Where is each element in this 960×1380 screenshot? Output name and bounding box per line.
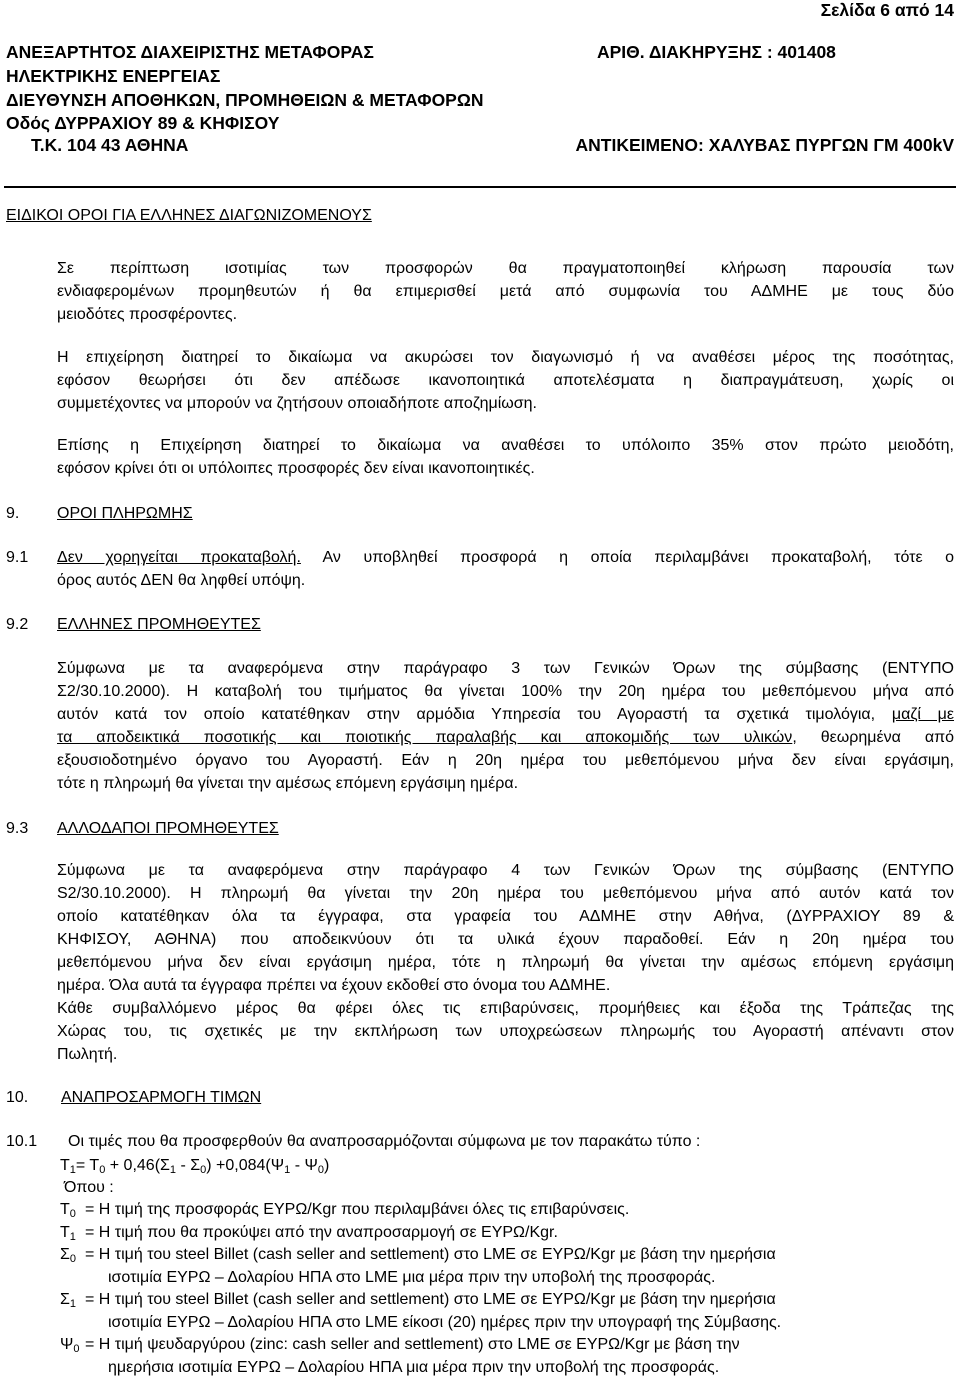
- special-terms-title: ΕΙΔΙΚΟΙ ΟΡΟΙ ΓΙΑ ΕΛΛΗΝΕΣ ΔΙΑΓΩΝΙΖΟΜΕΝΟΥΣ: [6, 207, 372, 224]
- notice-number: ΑΡΙΘ. ΔΙΑΚΗΡΥΞΗΣ : 401408: [597, 42, 836, 62]
- section-9-3-title: ΑΛΛΟΔΑΠΟΙ ΠΡΟΜΗΘΕΥΤΕΣ: [57, 820, 279, 837]
- section-9-2-line-1: Σύμφωνα με τα αναφερόμενα στην παράγραφο 3 των Γενικών Όρων της σύμβασης (ΕΝΤΥΠΟ: [57, 660, 954, 677]
- no-advance-phrase: Δεν χορηγείται προκαταβολή.: [57, 549, 301, 566]
- section-9-3-line: οποίο κατατέθηκαν όλα τα έγγραφα, στα γραφεία του ΑΔΜΗΕ στην Αθήνα, (ΔΥΡΡΑΧΙΟΥ 89 &: [57, 908, 954, 925]
- section-9-1-line-2: όρος αυτός ΔΕΝ θα ληφθεί υπόψη.: [57, 572, 306, 589]
- adjustment-formula: $T_1= T_0 + 0,46(\Sigma_1 - \Sigma_0) +0,084(\Psi_1 - \Psi_0)$: [60, 1157, 330, 1176]
- def-p0-cont: ημερήσια ισοτιμία ΕΥΡΩ – Δολαρίου ΗΠΑ μια μέρα πριν την υποβολή της προσφοράς.: [108, 1359, 720, 1376]
- special-p3-line-1: Επίσης η Επιχείρηση διατηρεί το δικαίωμα να αναθέσει το υπόλοιπο 35% στον πρώτο μειοδότη,: [57, 437, 954, 454]
- section-10-1-intro: Οι τιμές που θα προσφερθούν θα αναπροσαρμόζονται σύμφωνα με τον παρακάτω τύπο :: [68, 1133, 701, 1150]
- page-number: Σελίδα 6 από 14: [820, 0, 954, 20]
- section-9-2-line-4-text: , θεωρημένα από: [792, 729, 955, 746]
- special-p3-line-2: εφόσον κρίνει ότι οι υπόλοιπες προσφορές δεν είναι ικανοποιητικές.: [57, 460, 535, 477]
- special-p2-line-1: Η επιχείρηση διατηρεί το δικαίωμα να ακυρώσει τον διαγωνισμό ή να αναθέσει μέρος της ποσότητας,: [57, 349, 954, 366]
- section-9-2-line-3-text: αυτόν κατά τον οποίο κατατέθηκαν στην αρμόδια Υπηρεσία του Αγοραστή τα σχετικά τιμολόγια,: [57, 706, 876, 723]
- section-9-2-title: ΕΛΛΗΝΕΣ ΠΡΟΜΗΘΕΥΤΕΣ: [57, 616, 261, 633]
- special-p2-line-3: συμμετέχοντες να μπορούν να ζητήσουν οποιαδήποτε αποζημίωση.: [57, 395, 537, 412]
- section-9-2-line-6: τότε η πληρωμή θα γίνεται την αμέσως επόμενη εργάσιμη ημέρα.: [57, 775, 519, 792]
- org-line-3: ΔΙΕΥΘΥΝΣΗ ΑΠΟΘΗΚΩΝ, ΠΡΟΜΗΘΕΙΩΝ & ΜΕΤΑΦΟΡΩΝ: [6, 90, 484, 110]
- special-p2-line-2: εφόσον θεωρήσει ότι δεν απέδωσε ικανοποιητικά αποτελέσματα η διαπραγμάτευση, χωρίς οι: [57, 372, 954, 389]
- def-s1: $\Sigma_1$: [60, 1291, 77, 1310]
- def-s1-cont: ισοτιμία ΕΥΡΩ – Δολαρίου ΗΠΑ στο LME είκοσι (20) ημέρες πριν την υπογραφή της Σύμβασης.: [108, 1314, 782, 1331]
- subject-line: ΑΝΤΙΚΕΙΜΕΝΟ: ΧΑΛΥΒΑΣ ΠΥΡΓΩΝ ΓΜ 400kV: [575, 135, 954, 155]
- section-9-number: 9.: [6, 505, 20, 522]
- section-9-3-line: Πωλητή.: [57, 1046, 118, 1063]
- def-s0: $\Sigma_0$: [60, 1246, 77, 1265]
- section-9-3-line: ημέρα. Όλα αυτά τα έγγραφα πρέπει να έχουν εκδοθεί στο όνομα του ΑΔΜΗΕ.: [57, 977, 611, 994]
- section-9-3-line: Κάθε συμβαλλόμενο μέρος θα φέρει όλες τις επιβαρύνσεις, προμήθειες και έξοδα της Τράπεζας της: [57, 1000, 954, 1017]
- section-9-title: ΟΡΟΙ ΠΛΗΡΩΜΗΣ: [57, 505, 193, 522]
- special-p1-line-1: Σε περίπτωση ισοτιμίας των προσφορών θα πραγματοποιηθεί κλήρωση παρουσία των: [57, 260, 954, 277]
- section-9-1-line-1: [57, 547, 954, 570]
- org-line-1: ΑΝΕΞΑΡΤΗΤΟΣ ΔΙΑΧΕΙΡΙΣΤΗΣ ΜΕΤΑΦΟΡΑΣ: [6, 42, 374, 62]
- org-line-5: Τ.Κ. 104 43 ΑΘΗΝΑ: [31, 135, 189, 155]
- def-s0-text: = Η τιμή του steel Billet (cash seller and settlement) στο LME σε ΕΥΡΩ/Kgr με βάση την ημερήσια: [85, 1246, 776, 1263]
- section-9-3-line: Σύμφωνα με τα αναφερόμενα στην παράγραφο 4 των Γενικών Όρων της σύμβασης (ΕΝΤΥΠΟ: [57, 862, 954, 879]
- def-t0: $T_0$: [60, 1201, 76, 1220]
- section-9-2-line-4-underlined: τα αποδεικτικά ποσοτικής και ποιοτικής παραλαβής και αποκομιδής των υλικών: [57, 729, 793, 746]
- where-label: Όπου :: [64, 1179, 114, 1196]
- section-9-2-line-5: εξουσιοδοτημένο όργανο του Αγοραστή. Εάν η 20η ημέρα του μεθεπόμενου μήνα δεν είναι εργάσιμη,: [57, 752, 954, 769]
- def-t1-text: = Η τιμή που θα προκύψει από την αναπροσαρμογή σε ΕΥΡΩ/Kgr.: [85, 1224, 558, 1241]
- section-10-1-number: 10.1: [6, 1133, 38, 1150]
- special-p1-line-2: ενδιαφερομένων προμηθευτών ή θα επιμερισθεί μετά από συμφωνία του ΑΔΜΗΕ με τους δύο: [57, 283, 954, 300]
- section-9-2-line-2: Σ2/30.10.2000). Η καταβολή του τιμήματος θα γίνεται 100% την 20η ημέρα του μεθεπόμενου μήνα από: [57, 683, 954, 700]
- org-line-4: Οδός ΔΥΡΡΑΧΙΟΥ 89 & ΚΗΦΙΣΟΥ: [6, 113, 280, 133]
- header-rule: [4, 186, 956, 188]
- def-t1: $T_1$: [60, 1224, 76, 1243]
- section-9-2-line-3-underlined: μαζί με: [891, 706, 955, 723]
- section-10-number: 10.: [6, 1089, 29, 1106]
- org-line-2: ΗΛΕΚΤΡΙΚΗΣ ΕΝΕΡΓΕΙΑΣ: [6, 66, 221, 86]
- section-9-3-line: μεθεπόμενου μήνα δεν είναι εργάσιμη ημέρα, τότε η πληρωμή θα γίνεται την αμέσως επόμενη εργάσιμη: [57, 954, 954, 971]
- section-9-1-number: 9.1: [6, 549, 29, 566]
- section-9-2-line-4: [57, 727, 954, 750]
- section-9-3-line: Χώρας του, τις σχετικές με την εκπλήρωση των υποχρεώσεων πληρωμής του Αγοραστή απέναντι στον: [57, 1023, 954, 1040]
- section-9-3-line: S2/30.10.2000). Η πληρωμή θα γίνεται την 20η ημέρα του μεθεπόμενου μήνα από αυτόν κατά τον: [57, 885, 954, 902]
- def-s1-text: = Η τιμή του steel Billet (cash seller and settlement) στο LME σε ΕΥΡΩ/Kgr με βάση την ημερήσια: [85, 1291, 776, 1308]
- section-9-3-number: 9.3: [6, 820, 29, 837]
- def-p0: $\Psi_0$: [60, 1336, 80, 1355]
- def-t0-text: = Η τιμή της προσφοράς ΕΥΡΩ/Kgr που περιλαμβάνει όλες τις επιβαρύνσεις.: [85, 1201, 630, 1218]
- section-9-2-number: 9.2: [6, 616, 29, 633]
- section-9-2-line-3: [57, 704, 954, 727]
- def-p0-text: = Η τιμή ψευδαργύρου (zinc: cash seller and settlement) στο LME σε ΕΥΡΩ/Kgr με βάση την: [85, 1336, 740, 1353]
- section-10-title: ΑΝΑΠΡΟΣΑΡΜΟΓΗ ΤΙΜΩΝ: [61, 1089, 262, 1106]
- section-9-1-line-1-rest: Αν υποβληθεί προσφορά η οποία περιλαμβάνει προκαταβολή, τότε ο: [322, 549, 954, 566]
- section-9-3-line: ΚΗΦΙΣΟΥ, ΑΘΗΝΑ) που αποδεικνύουν ότι τα υλικά έχουν παραδοθεί. Εάν η 20η ημέρα του: [57, 931, 954, 948]
- def-s0-cont: ισοτιμία ΕΥΡΩ – Δολαρίου ΗΠΑ στο LME μια μέρα πριν την υποβολή της προσφοράς.: [108, 1269, 716, 1286]
- special-p1-line-3: μειοδότες προσφέροντες.: [57, 306, 238, 323]
